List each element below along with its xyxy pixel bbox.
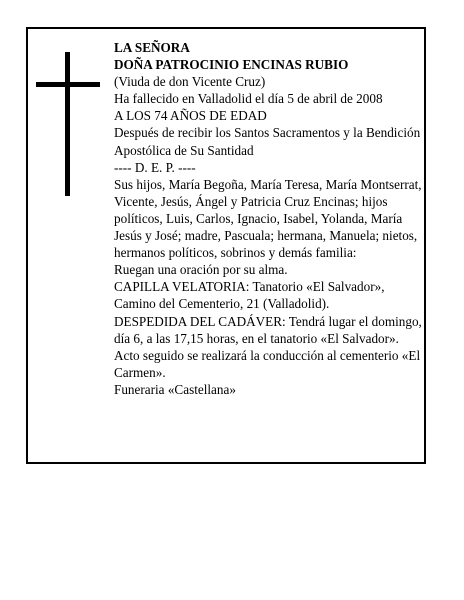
dep-line: ---- D. E. P. ----	[114, 159, 196, 175]
family-paragraph: Sus hijos, María Begoña, María Teresa, María Montserrat, Vicente, Jesús, Ángel y Patricia Cruz Encinas; hijos políticos, Luis, Carlos, Ignacio, Isabel, Yolanda, María Jesús y José; madre, Pascuala; hermana, Manuela; nietos, hermanos políticos, sobrinos y demás familia:	[114, 176, 422, 261]
age-line: A LOS 74 AÑOS DE EDAD	[114, 108, 267, 124]
heading-title: LA SEÑORA	[114, 40, 190, 55]
cross-horizontal-bar	[36, 82, 100, 87]
death-line: Ha fallecido en Valladolid el día 5 de abril de 2008	[114, 91, 383, 107]
cross-vertical-bar	[65, 52, 70, 196]
chapel-paragraph: CAPILLA VELATORIA: Tanatorio «El Salvador», Camino del Cementerio, 21 (Valladolid).	[114, 279, 385, 312]
cross-icon	[36, 52, 100, 196]
obituary-text	[114, 39, 422, 398]
farewell-paragraph: DESPEDIDA DEL CADÁVER: Tendrá lugar el domingo, día 6, a las 17,15 horas, en el tanatorio «El Salvador». Acto seguido se realizará la conducción al cementerio «El Carmen».	[114, 313, 422, 380]
sacraments-line: Después de recibir los Santos Sacramentos y la Bendición Apostólica de Su Santidad	[114, 125, 421, 158]
deceased-name: DOÑA PATROCINIO ENCINAS RUBIO	[114, 57, 349, 73]
funeral-home-line: Funeraria «Castellana»	[114, 381, 236, 397]
widow-of-line: (Viuda de don Vicente Cruz)	[114, 74, 266, 90]
prayer-line: Ruegan una oración por su alma.	[114, 262, 288, 278]
